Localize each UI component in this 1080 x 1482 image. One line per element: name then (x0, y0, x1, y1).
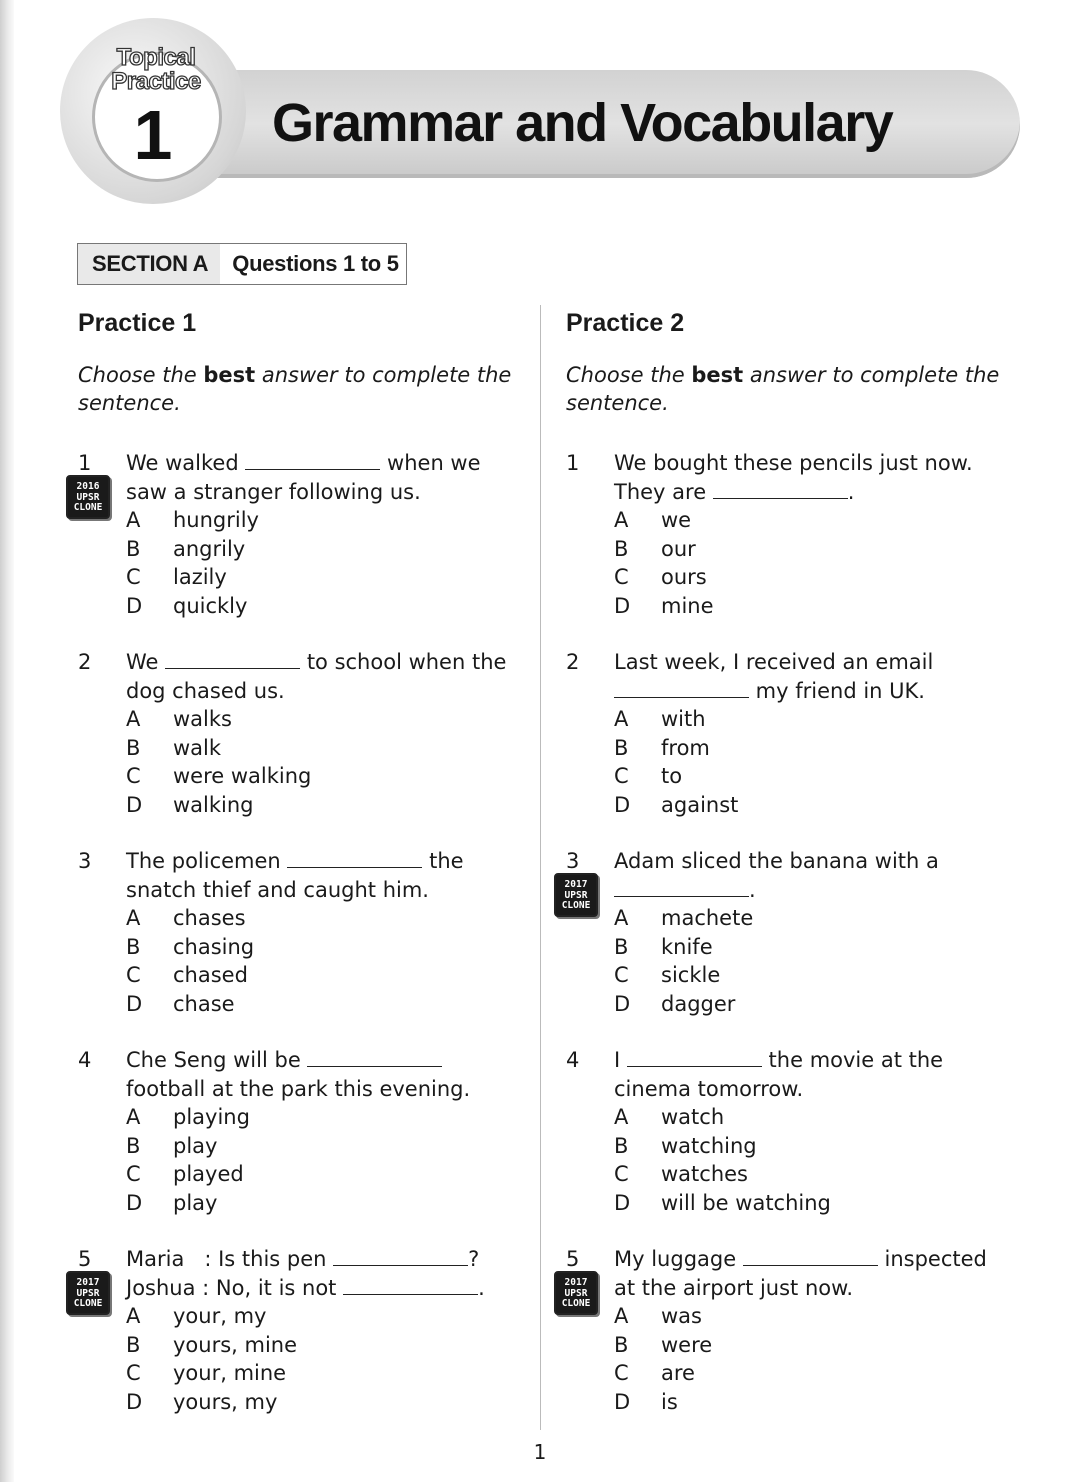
option-letter: A (614, 707, 629, 731)
dialogue-line-2 (126, 1274, 533, 1303)
option-text: chases (173, 906, 246, 930)
option-letter: D (614, 991, 631, 1016)
option-text: to (661, 764, 683, 788)
option-text: watches (661, 1162, 748, 1186)
page-spine (0, 0, 14, 1482)
option-letter: C (126, 565, 141, 589)
question-text (126, 1046, 533, 1103)
answer-blank (245, 451, 380, 470)
option-text: was (661, 1304, 702, 1328)
option-c[interactable] (126, 563, 533, 592)
option-letter: A (614, 906, 629, 930)
option-letter: D (614, 1190, 631, 1215)
question-number: 1 (78, 451, 92, 475)
answer-blank (287, 849, 422, 868)
option-letter: B (614, 536, 629, 561)
answer-blank (165, 650, 300, 669)
option-text: is (661, 1389, 678, 1414)
option-text: ours (661, 565, 707, 589)
question-2 (78, 648, 533, 819)
question-5 (561, 1245, 1021, 1416)
option-letter: D (614, 792, 631, 817)
tag-year: 2017 (76, 1277, 100, 1288)
tag-exam: UPSR (564, 889, 588, 901)
question-text-part: We walked (126, 451, 246, 475)
option-letter: B (126, 735, 141, 760)
option-letter: B (614, 1133, 629, 1158)
section-label: SECTION A (78, 244, 220, 284)
upsr-clone-tag (554, 873, 598, 917)
option-text: watching (661, 1133, 757, 1158)
option-text: chasing (173, 934, 255, 959)
tag-exam: UPSR (564, 1287, 588, 1299)
tag-year: 2017 (564, 879, 588, 890)
option-d[interactable] (614, 1388, 1021, 1417)
column-divider (540, 305, 541, 1430)
badge-label-line1: Topical (116, 44, 196, 71)
option-b[interactable] (126, 1331, 533, 1360)
instruction-text: answer to complete the sentence. (78, 363, 512, 415)
option-text: chase (173, 991, 235, 1016)
option-a[interactable] (614, 904, 1021, 933)
option-c[interactable] (614, 1359, 1021, 1388)
option-a[interactable] (614, 705, 1021, 734)
question-number: 3 (566, 849, 580, 873)
option-letter: D (614, 593, 631, 618)
question-text-part: my friend in UK. (749, 678, 925, 703)
option-text: play (173, 1190, 218, 1215)
option-text: quickly (173, 593, 248, 618)
option-letter: A (126, 1105, 141, 1129)
option-letter: B (126, 1332, 141, 1357)
question-text-part: We (126, 650, 166, 674)
option-d[interactable] (126, 990, 533, 1019)
option-text: mine (661, 593, 714, 618)
option-a[interactable] (126, 506, 533, 535)
question-text-part: Che Seng will be (126, 1048, 308, 1072)
option-a[interactable] (126, 1103, 533, 1132)
question-4 (78, 1046, 533, 1217)
option-c[interactable] (126, 1359, 533, 1388)
option-d[interactable] (614, 791, 1021, 820)
question-1 (566, 449, 1021, 620)
question-number: 5 (566, 1247, 580, 1271)
question-number: 3 (78, 849, 92, 873)
answer-blank (343, 1276, 478, 1295)
option-letter: C (614, 963, 629, 987)
question-text-part: when we (380, 451, 481, 475)
question-text-part: No, it is not (215, 1275, 344, 1300)
option-a[interactable] (614, 506, 1021, 535)
option-text: we (661, 508, 692, 532)
question-text-part: the (422, 849, 464, 873)
question-3 (78, 847, 533, 1018)
tag-year: 2017 (564, 1277, 588, 1288)
option-d[interactable] (126, 592, 533, 621)
option-text: were walking (173, 764, 312, 788)
upsr-clone-tag (66, 475, 110, 519)
question-number: 5 (78, 1247, 92, 1271)
option-text: with (661, 707, 706, 731)
answer-blank (627, 1048, 762, 1067)
badge-label (100, 46, 212, 94)
option-b[interactable] (614, 1132, 1021, 1161)
question-number: 4 (78, 1048, 92, 1072)
option-c[interactable] (614, 961, 1021, 990)
option-letter: A (614, 1105, 629, 1129)
option-letter: A (126, 707, 141, 731)
section-range: Questions 1 to 5 (232, 251, 399, 276)
tag-exam: UPSR (76, 1287, 100, 1299)
question-text-part: inspected (877, 1247, 987, 1271)
question-text (126, 648, 533, 705)
question-text-part: ? (468, 1247, 480, 1271)
option-letter: D (126, 792, 143, 817)
option-letter: D (126, 991, 143, 1016)
option-text: angrily (173, 536, 246, 561)
option-text: from (661, 735, 710, 760)
question-text (126, 449, 533, 506)
practice-1-title: Practice 1 (78, 309, 197, 337)
option-d[interactable] (614, 592, 1021, 621)
question-text (614, 1046, 1021, 1103)
option-text: sickle (661, 963, 721, 987)
question-text-part: to school when the (300, 650, 507, 674)
question-text-part: They are (614, 479, 713, 504)
tag-type: CLONE (561, 1298, 591, 1309)
tag-year: 2016 (76, 481, 100, 492)
option-letter: B (614, 735, 629, 760)
option-text: play (173, 1133, 218, 1158)
option-letter: C (126, 1162, 141, 1186)
question-text-part: . (749, 877, 756, 902)
option-letter: D (614, 1389, 631, 1414)
option-letter: C (126, 963, 141, 987)
speaker-separator: : (195, 1275, 216, 1300)
option-text: against (661, 792, 739, 817)
upsr-clone-tag (554, 1271, 598, 1315)
option-letter: B (126, 934, 141, 959)
upsr-clone-tag (66, 1271, 110, 1315)
question-text (614, 449, 1021, 506)
option-text: our (661, 536, 696, 561)
question-text-part: at the airport just now. (614, 1275, 854, 1300)
option-b[interactable] (614, 535, 1021, 564)
question-4 (566, 1046, 1021, 1217)
option-text: walks (173, 707, 232, 731)
option-a[interactable] (126, 1302, 533, 1331)
instruction-text: answer to complete the sentence. (566, 363, 1000, 415)
question-text (614, 847, 1021, 904)
question-text-part: football at the park this evening. (126, 1076, 471, 1101)
option-text: played (173, 1162, 244, 1186)
question-text (614, 1245, 1021, 1302)
question-2 (566, 648, 1021, 819)
instruction-text: Choose the (78, 363, 204, 387)
option-c[interactable] (614, 563, 1021, 592)
option-text: playing (173, 1105, 250, 1129)
option-b[interactable] (126, 933, 533, 962)
option-letter: C (126, 764, 141, 788)
option-letter: B (614, 934, 629, 959)
question-1 (73, 449, 533, 620)
option-text: your, my (173, 1304, 267, 1328)
option-b[interactable] (126, 1132, 533, 1161)
answer-blank (333, 1247, 468, 1266)
question-text-part: dog chased us. (126, 678, 285, 703)
option-text: were (661, 1332, 713, 1357)
badge-label-line2: Practice (111, 68, 201, 95)
option-c[interactable] (614, 762, 1021, 791)
option-letter: A (126, 1304, 141, 1328)
answer-blank (307, 1048, 442, 1067)
answer-blank (614, 878, 749, 897)
question-5 (73, 1245, 533, 1416)
answer-blank (713, 480, 848, 499)
option-letter: C (614, 764, 629, 788)
instruction-emphasis: best (203, 363, 256, 387)
tag-exam: UPSR (76, 491, 100, 503)
option-text: yours, my (173, 1389, 278, 1414)
option-letter: B (126, 1133, 141, 1158)
option-b[interactable] (126, 734, 533, 763)
option-text: watch (661, 1105, 725, 1129)
option-letter: C (126, 1361, 141, 1385)
dialogue-line-1 (126, 1245, 533, 1274)
option-b[interactable] (126, 535, 533, 564)
option-text: walking (173, 792, 254, 817)
question-text-part: . (478, 1275, 485, 1300)
question-text (126, 847, 533, 904)
option-b[interactable] (614, 734, 1021, 763)
question-text-part: We bought these pencils just now. (614, 451, 973, 475)
option-letter: C (614, 565, 629, 589)
option-letter: A (614, 508, 629, 532)
tag-type: CLONE (73, 1298, 103, 1309)
option-text: lazily (173, 565, 227, 589)
option-text: machete (661, 906, 754, 930)
question-number: 2 (566, 650, 580, 674)
question-3 (561, 847, 1021, 1018)
practice-2-title: Practice 2 (566, 309, 685, 337)
option-c[interactable] (126, 961, 533, 990)
practice-1-instruction (78, 361, 518, 417)
option-text: your, mine (173, 1361, 287, 1385)
option-text: knife (661, 934, 713, 959)
instruction-text: Choose the (566, 363, 692, 387)
option-text: hungrily (173, 508, 259, 532)
speaker-separator: : (184, 1247, 219, 1271)
tag-type: CLONE (73, 502, 103, 513)
badge-number: 1 (133, 96, 173, 174)
option-letter: A (126, 906, 141, 930)
question-text-part: My luggage (614, 1247, 743, 1271)
option-c[interactable] (614, 1160, 1021, 1189)
answer-blank (743, 1247, 878, 1266)
practice-1-column (73, 305, 533, 1414)
option-letter: A (614, 1304, 629, 1328)
option-text: yours, mine (173, 1332, 298, 1357)
question-number: 1 (566, 451, 580, 475)
speaker-name: Maria (126, 1247, 185, 1271)
option-letter: C (614, 1162, 629, 1186)
question-text-part: snatch thief and caught him. (126, 877, 429, 902)
option-c[interactable] (126, 762, 533, 791)
practice-2-column (561, 305, 1021, 1414)
option-b[interactable] (614, 933, 1021, 962)
practice-2-instruction (566, 361, 1006, 417)
answer-blank (614, 679, 749, 698)
question-text (614, 648, 1021, 705)
tag-type: CLONE (561, 900, 591, 911)
question-text-part: cinema tomorrow. (614, 1076, 804, 1101)
option-text: are (661, 1361, 695, 1385)
section-header (77, 243, 407, 285)
question-text-part: Adam sliced the banana with a (614, 849, 939, 873)
question-text-part: Is this pen (218, 1247, 334, 1271)
question-text-part: The policemen (126, 849, 288, 873)
option-text: chased (173, 963, 248, 987)
option-d[interactable] (614, 1189, 1021, 1218)
option-letter: D (126, 1389, 143, 1414)
page-number: 1 (533, 1440, 547, 1464)
speaker-name: Joshua (126, 1275, 196, 1300)
option-letter: D (126, 593, 143, 618)
question-number: 2 (78, 650, 92, 674)
option-letter: A (126, 508, 141, 532)
option-c[interactable] (126, 1160, 533, 1189)
instruction-emphasis: best (691, 363, 744, 387)
question-text-part: I (614, 1048, 627, 1072)
option-letter: B (614, 1332, 629, 1357)
question-number: 4 (566, 1048, 580, 1072)
option-letter: D (126, 1190, 143, 1215)
option-text: walk (173, 735, 222, 760)
question-text-part: Last week, I received an email (614, 650, 934, 674)
question-text-part: . (847, 479, 855, 504)
option-letter: B (126, 536, 141, 561)
option-d[interactable] (614, 990, 1021, 1019)
option-b[interactable] (614, 1331, 1021, 1360)
option-a[interactable] (614, 1302, 1021, 1331)
question-text-part: the movie at the (761, 1048, 944, 1072)
option-letter: C (614, 1361, 629, 1385)
option-a[interactable] (126, 705, 533, 734)
option-text: will be watching (661, 1190, 831, 1215)
option-text: dagger (661, 991, 736, 1016)
option-a[interactable] (126, 904, 533, 933)
option-d[interactable] (126, 1388, 533, 1417)
option-d[interactable] (126, 791, 533, 820)
option-d[interactable] (126, 1189, 533, 1218)
question-text-part: saw a stranger following us. (126, 479, 421, 504)
option-a[interactable] (614, 1103, 1021, 1132)
page-title: Grammar and Vocabulary (272, 93, 893, 153)
